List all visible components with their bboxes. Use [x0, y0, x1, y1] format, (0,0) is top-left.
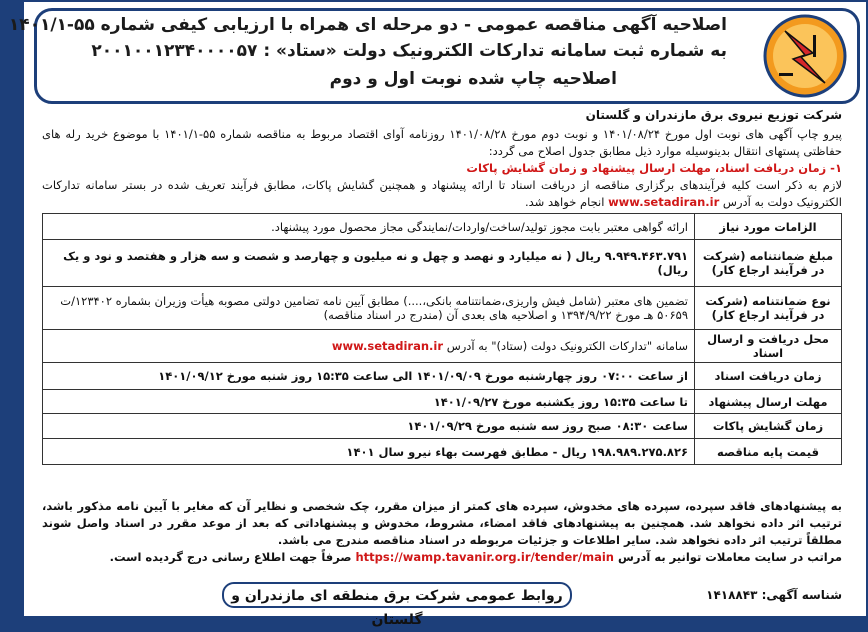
setadiran-link[interactable]: www.setadiran.ir	[331, 339, 444, 353]
row-value: ۹.۹۴۹.۴۶۳.۷۹۱ ریال ( نه میلیارد و نهصد و چهل و نه میلیون و چهارصد و شصت و سه هزار و هفتصد و نود و یک ریال)	[43, 240, 695, 287]
row-value: ۱۹۸.۹۸۹.۲۷۵.۸۲۶ ریال - مطابق فهرست بهاء نیرو سال ۱۴۰۱	[43, 439, 695, 465]
notes-section	[42, 498, 842, 566]
row-label: محل دریافت و ارسال اسناد	[695, 330, 842, 363]
row-label: زمان دریافت اسناد	[695, 363, 842, 390]
notice-header	[8, 8, 860, 104]
table-row	[43, 287, 842, 330]
row-label: قیمت پایه مناقصه	[695, 439, 842, 465]
header-title-line1: اصلاحیه آگهی مناقصه عمومی - دو مرحله ای همراه با ارزیابی کیفی شماره ۵۵-۱۴۰۱/۱	[8, 15, 727, 35]
row-value	[43, 330, 695, 363]
section-heading: ۱- زمان دریافت اسناد، مهلت ارسال پیشنهاد و زمان گشایش پاکات	[466, 161, 842, 175]
header-title-line3: اصلاحیه چاپ شده نوبت اول و دوم	[329, 69, 617, 89]
intro-section	[42, 126, 842, 211]
intro-paragraph: پیرو چاپ آگهی های نوبت اول مورخ ۱۴۰۱/۰۸/۲۴ و نوبت دوم مورخ ۱۴۰۱/۰۸/۲۸ روزنامه آوای اقتصاد مربوط به مناقصه شماره ۵۵-۱۴۰۱/۱ با موضوع خرید رله های حفاظتی پستهای انتقال بدینوسیله موارد ذیل مطابق جدول اصلاح می گردد:	[42, 127, 842, 158]
table-row	[43, 330, 842, 363]
tavanir-link[interactable]: https://wamp.tavanir.org.ir/tender/main	[355, 550, 614, 564]
notes-tavanir-end: صرفاً جهت اطلاع رسانی درج گردیده است.	[109, 550, 352, 564]
publisher-banner: روابط عمومی شرکت برق منطقه ای مازندران و گلستان	[222, 582, 572, 608]
setadiran-link[interactable]: www.setadiran.ir	[608, 195, 720, 209]
row-value: تضمین های معتبر (شامل فیش واریزی،ضمانتنامه بانکی،....) مطابق آیین نامه تضامین دولتی مصوبه هیأت وزیران بشماره ۱۲۳۴۰۲/ت ۵۰۶۵۹ هـ مورخ ۱۳۹۴/۹/۲۲ و اصلاحیه های بعدی آن (مندرج در اسناد مناقصه)	[43, 287, 695, 330]
table-row	[43, 439, 842, 465]
notes-paragraph: به پیشنهادهای فاقد سپرده، سپرده های مخدوش، سپرده های کمتر از میزان مقرر، چک شخصی و نظایر آن که مغایر با آیین نامه مذکور باشد، ترتیب اثر داده نخواهد شد. همچنین به پیشنهادهای فاقد امضاء، مشروط، مخدوش و پیشنهاداتی که بعد از موعد مقرر در اسناد واصل شوند مطلقاً ترتیب اثر داده نخواهد شد. سایر اطلاعات و جزئیات مربوطه در اسناد مناقصه مندرج می باشد.	[42, 499, 842, 547]
intro-sentence: لازم به ذکر است کلیه فرآیندهای برگزاری مناقصه از دریافت اسناد تا ارائه پیشنهاد و همچنین گشایش پاکات، مطابق فرآیند تعریف شده در بستر سامانه تدارکات الکترونیک دولت به آدرس	[42, 178, 842, 209]
company-logo-icon	[763, 13, 847, 99]
row-label: زمان گشایش پاکات	[695, 414, 842, 439]
ad-identifier: شناسه آگهی: ۱۴۱۸۸۴۳	[706, 588, 842, 602]
table-row	[43, 390, 842, 414]
row-label: نوع ضمانتنامه (شرکت در فرآیند ارجاع کار)	[695, 287, 842, 330]
company-name: شرکت توزیع نیروی برق مازندران و گلستان	[585, 108, 842, 122]
header-title-line2: به شماره ثبت سامانه تدارکات الکترونیک دولت «ستاد» : ۲۰۰۱۰۰۱۲۳۴۰۰۰۰۵۷	[91, 41, 727, 61]
notice-page	[8, 0, 868, 628]
table-row	[43, 363, 842, 390]
row-label: مبلغ ضمانتنامه (شرکت در فرآیند ارجاع کار)	[695, 240, 842, 287]
row-label: مهلت ارسال پیشنهاد	[695, 390, 842, 414]
notes-tavanir-text: مراتب در سایت معاملات توانیر به آدرس	[618, 550, 842, 564]
notice-footer	[42, 582, 842, 628]
row-value: ساعت ۰۸:۳۰ صبح روز سه شنبه مورخ ۱۴۰۱/۰۹/۲۹	[43, 414, 695, 439]
intro-sentence-end: انجام خواهد شد.	[524, 195, 605, 209]
row-value: ارائه گواهی معتبر بابت مجوز تولید/ساخت/واردات/نمایندگی مجاز محصول مورد پیشنهاد.	[43, 214, 695, 240]
row-value: تا ساعت ۱۵:۳۵ روز یکشنبه مورخ ۱۴۰۱/۰۹/۲۷	[43, 390, 695, 414]
table-row	[43, 240, 842, 287]
table-row	[43, 214, 842, 240]
row-value-text: سامانه "تدارکات الکترونیک دولت (ستاد)" به آدرس	[446, 339, 688, 353]
tender-details-table	[42, 213, 842, 465]
table-row	[43, 414, 842, 439]
row-value: از ساعت ۰۷:۰۰ روز چهارشنبه مورخ ۱۴۰۱/۰۹/۰۹ الی ساعت ۱۵:۳۵ روز شنبه مورخ ۱۴۰۱/۰۹/۱۲	[43, 363, 695, 390]
row-label: الزامات مورد نیاز	[695, 214, 842, 240]
